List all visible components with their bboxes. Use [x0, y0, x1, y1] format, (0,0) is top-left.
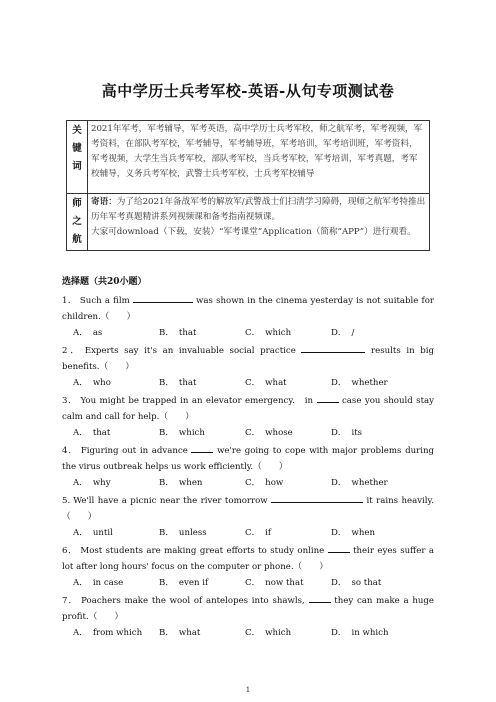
- answer-option: [245, 475, 331, 492]
- answer-option: [331, 475, 417, 492]
- question-text: their eyes suffer a lot after long hours' focus on the computer or phone.（ ）: [62, 546, 435, 572]
- question-text: Most students are making great efforts to study online: [80, 546, 325, 556]
- keywords-header-char: 关: [72, 125, 82, 136]
- answer-blank: [309, 592, 331, 603]
- option-text: what: [178, 628, 201, 638]
- tips-header: [67, 194, 88, 251]
- keywords-header-char: 键: [72, 143, 82, 154]
- question-item: [62, 492, 434, 542]
- option-letter: C．: [245, 328, 261, 338]
- answer-option: [245, 575, 331, 592]
- keywords-cell: [88, 121, 430, 194]
- question-item: [62, 392, 434, 442]
- answer-option: [331, 625, 417, 642]
- keywords-header: [67, 121, 88, 194]
- question-text: results in big benefits.（ ）: [62, 346, 435, 372]
- question-item: [62, 592, 434, 642]
- question-text: Such a film: [79, 296, 130, 306]
- option-text: now that: [265, 578, 304, 588]
- option-text: what: [265, 378, 287, 388]
- keywords-header-char: 词: [72, 161, 82, 172]
- question-number: 2．: [62, 346, 82, 356]
- option-letter: B．: [159, 628, 174, 638]
- answer-option: [331, 375, 417, 392]
- option-letter: A．: [73, 628, 88, 638]
- option-text: whose: [265, 428, 293, 438]
- option-row: [62, 525, 434, 542]
- option-text: as: [92, 328, 103, 338]
- question-text: We'll have a picnic near the river tomorrow: [73, 496, 268, 506]
- answer-option: [331, 425, 417, 442]
- page-title: 高中学历士兵考军校-英语-从句专项测试卷: [101, 82, 395, 100]
- answer-option: [73, 475, 159, 492]
- question-item: [62, 442, 434, 492]
- option-text: when: [178, 478, 203, 488]
- option-letter: B．: [159, 428, 174, 438]
- option-text: until: [92, 528, 113, 538]
- question-text: they can make a huge profit.（ ）: [62, 596, 435, 622]
- option-text: in case: [92, 578, 124, 588]
- question-text: we're going to cope with major problems during the virus outbreak helps us work efficiently.（ ）: [62, 446, 434, 472]
- question-number: 6．: [62, 546, 78, 556]
- question-text: You might be trapped in an elevator emergency. in: [80, 396, 314, 406]
- page-number: 1: [245, 686, 251, 694]
- tip-line-1: 为了给2021年备战军考的解放军/武警战士们扫清学习障碍，现师之航军考特推出历年军考真题精讲系列视频课和备考指南视频课。: [91, 197, 426, 222]
- answer-option: [159, 625, 245, 642]
- question-text: Poachers make the wool of antelopes into shawls,: [81, 596, 305, 606]
- answer-blank: [328, 542, 350, 553]
- option-row: [62, 625, 434, 642]
- answer-blank: [191, 442, 213, 453]
- answer-option: [73, 325, 159, 342]
- option-letter: B．: [159, 578, 174, 588]
- option-text: unless: [178, 528, 207, 538]
- option-letter: A．: [73, 478, 88, 488]
- answer-option: [331, 525, 417, 542]
- option-text: whether: [351, 378, 388, 388]
- tips-header-char: 航: [72, 234, 82, 245]
- question-text: Experts say it's an invaluable social practice: [84, 346, 296, 356]
- answer-option: [73, 575, 159, 592]
- answer-option: [159, 325, 245, 342]
- option-row: [62, 325, 434, 342]
- question-stem: [62, 492, 434, 525]
- option-letter: A．: [73, 428, 88, 438]
- tip-label: 寄语：: [91, 197, 117, 207]
- answer-option: [73, 425, 159, 442]
- question-stem: [62, 392, 434, 425]
- answer-option: [245, 375, 331, 392]
- answer-option: [245, 525, 331, 542]
- answer-option: [73, 525, 159, 542]
- option-text: if: [265, 528, 272, 538]
- answer-option: [73, 625, 159, 642]
- question-text: case you should stay calm and call for help.（ ）: [62, 396, 435, 422]
- answer-option: [73, 375, 159, 392]
- question-number: 7．: [62, 596, 79, 606]
- tip-paragraph: [91, 195, 426, 225]
- answer-option: [159, 475, 245, 492]
- option-letter: C．: [245, 428, 261, 438]
- answer-blank: [301, 342, 365, 353]
- question-number: 1．: [62, 296, 77, 306]
- option-letter: C．: [245, 578, 261, 588]
- answer-option: [245, 425, 331, 442]
- section-heading: 选择题（共20小题）: [62, 277, 147, 287]
- option-letter: B．: [159, 478, 174, 488]
- option-text: why: [92, 478, 111, 488]
- option-text: even if: [178, 578, 209, 588]
- option-row: [62, 425, 434, 442]
- tip-line-2: 大家可download（下载，安装）“军考课堂”Application（简称“APP”）进行观看。: [91, 227, 416, 237]
- keywords-text: 2021年军考，军考辅导，军考英语，高中学历士兵考军校，师之航军考，军考视频，军考资料，在部队考军校，军考辅导，军考辅导班，军考培训，军考培训班，军考资料，军考视频，大学生当兵考军校，部队考军校，当兵考军校，军考培训，军考真题，考军校辅导，义务兵考军校，武警士兵考军校，士兵考军校辅导: [91, 124, 423, 179]
- answer-option: [159, 575, 245, 592]
- option-letter: A．: [73, 378, 88, 388]
- question-stem: [62, 442, 434, 475]
- answer-blank: [317, 392, 339, 403]
- option-letter: D．: [331, 378, 347, 388]
- option-text: which: [178, 428, 205, 438]
- option-text: which: [265, 628, 292, 638]
- info-table: [66, 120, 430, 251]
- option-letter: B．: [159, 528, 174, 538]
- question-item: [62, 342, 434, 392]
- question-list: [62, 292, 434, 642]
- option-text: who: [92, 378, 111, 388]
- question-text: Figuring out in advance: [80, 446, 188, 456]
- option-letter: C．: [245, 528, 261, 538]
- question-text: was shown in the cinema yesterday is not suitable for children.（ ）: [62, 296, 434, 322]
- tips-header-char: 师: [72, 198, 82, 209]
- question-stem: [62, 542, 434, 575]
- option-text: that: [92, 428, 111, 438]
- answer-blank: [133, 292, 193, 303]
- question-text: it rains heavily.（ ）: [62, 496, 434, 522]
- option-text: so that: [351, 578, 382, 588]
- answer-option: [159, 525, 245, 542]
- answer-option: [331, 575, 417, 592]
- answer-blank: [271, 492, 363, 503]
- answer-option: [159, 375, 245, 392]
- tips-cell: [88, 194, 430, 251]
- option-text: which: [265, 328, 292, 338]
- option-text: its: [351, 428, 363, 438]
- option-letter: C．: [245, 378, 261, 388]
- option-text: from which: [92, 628, 143, 638]
- option-text: in which: [351, 628, 389, 638]
- option-letter: D．: [331, 428, 347, 438]
- question-item: [62, 542, 434, 592]
- option-letter: D．: [331, 478, 347, 488]
- option-letter: C．: [245, 478, 261, 488]
- answer-option: [245, 325, 331, 342]
- question-number: 5.: [62, 496, 71, 506]
- option-letter: B．: [159, 378, 174, 388]
- tips-row: [67, 194, 430, 251]
- option-letter: D．: [331, 328, 347, 338]
- answer-option: [331, 325, 417, 342]
- option-letter: A．: [73, 528, 88, 538]
- option-text: that: [178, 378, 197, 388]
- option-text: that: [178, 328, 197, 338]
- option-text: whether: [351, 478, 388, 488]
- option-letter: A．: [73, 328, 88, 338]
- option-row: [62, 375, 434, 392]
- question-number: 4．: [62, 446, 78, 456]
- question-stem: [62, 292, 434, 325]
- option-letter: D．: [331, 528, 347, 538]
- question-stem: [62, 342, 434, 375]
- question-number: 3．: [62, 396, 78, 406]
- option-letter: D．: [331, 628, 347, 638]
- question-item: [62, 292, 434, 342]
- option-row: [62, 575, 434, 592]
- option-letter: B．: [159, 328, 174, 338]
- option-text: when: [351, 528, 375, 538]
- option-text: /: [351, 328, 355, 338]
- option-letter: D．: [331, 578, 347, 588]
- option-row: [62, 475, 434, 492]
- keywords-row: [67, 121, 430, 194]
- option-letter: A．: [73, 578, 88, 588]
- answer-option: [159, 425, 245, 442]
- option-letter: C．: [245, 628, 261, 638]
- answer-option: [245, 625, 331, 642]
- option-text: how: [265, 478, 284, 488]
- question-stem: [62, 592, 434, 625]
- tips-header-char: 之: [72, 216, 82, 227]
